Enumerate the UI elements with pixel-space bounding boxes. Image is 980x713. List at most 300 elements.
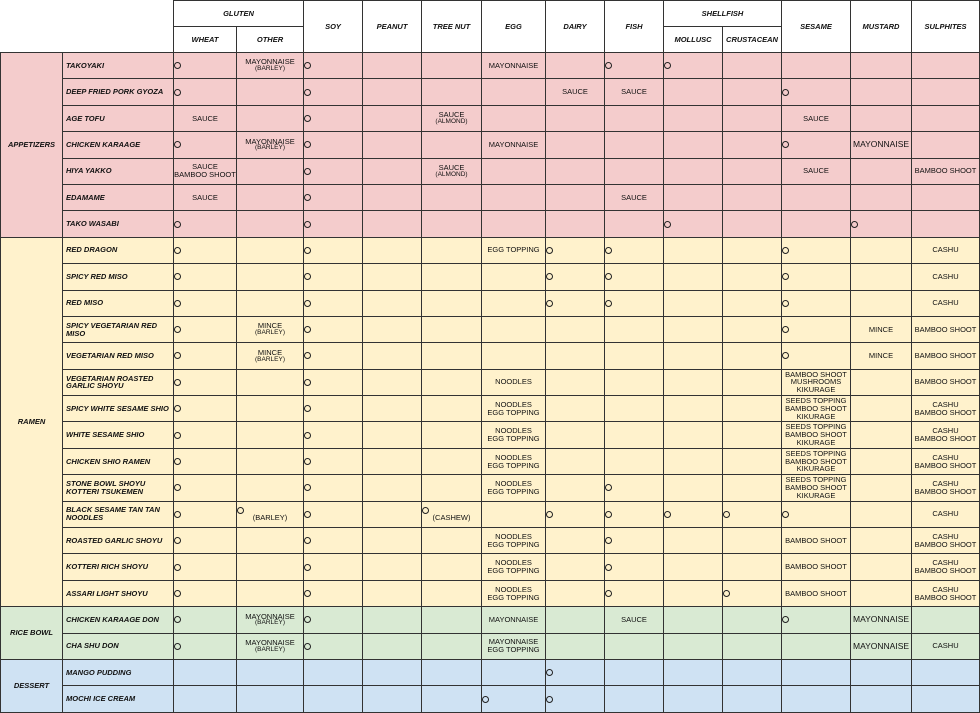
cell-crustacean: [723, 448, 782, 474]
cell-other: [237, 580, 304, 606]
cell-other: [237, 422, 304, 448]
cell-crustacean: [723, 264, 782, 290]
allergen-present-icon: [304, 590, 362, 597]
cell-fish: [605, 554, 664, 580]
allergen-present-icon: [304, 168, 362, 175]
header-wheat: WHEAT: [174, 27, 237, 53]
cell-sulphites: [912, 343, 980, 369]
cell-mustard: [851, 422, 912, 448]
cell-mustard: [851, 343, 912, 369]
allergen-present-icon: [782, 141, 850, 148]
circle-icon: [546, 696, 553, 703]
category-label: RICE BOWL: [1, 607, 63, 660]
table-row: [1, 211, 980, 237]
header-row-groups: [1, 1, 980, 27]
cell-dairy: [546, 633, 605, 659]
allergen-present-icon: [174, 379, 236, 386]
allergen-present-icon: [304, 300, 362, 307]
allergen-present-icon: [605, 511, 663, 518]
cell-text: EGG TOPPING: [487, 566, 540, 576]
cell-text: EGG TOPPING: [487, 407, 540, 417]
cell-dairy: [546, 79, 605, 105]
cell-egg: [482, 79, 546, 105]
cell-crustacean: [723, 53, 782, 79]
menu-item-name: RED DRAGON: [63, 237, 174, 263]
cell-other: [237, 237, 304, 263]
allergen-present-icon: [782, 273, 850, 280]
cell-peanut: [363, 475, 422, 501]
allergen-present-icon: [174, 89, 236, 96]
header-dairy: DAIRY: [546, 1, 605, 53]
cell-egg: [482, 607, 546, 633]
cell-soy: [304, 369, 363, 395]
cell-mollusc: [664, 158, 723, 184]
menu-item-name: RED MISO: [63, 290, 174, 316]
cell-crustacean: [723, 659, 782, 685]
menu-item-name: CHICKEN KARAAGE: [63, 132, 174, 158]
cell-sesame: [782, 264, 851, 290]
cell-other: [237, 501, 304, 527]
allergen-present-icon: [304, 484, 362, 491]
cell-sesame: [782, 659, 851, 685]
allergen-present-icon: [174, 221, 236, 228]
allergen-present-icon: [782, 300, 850, 307]
cell-mollusc: [664, 501, 723, 527]
cell-dairy: [546, 475, 605, 501]
circle-icon: [782, 89, 789, 96]
cell-text: BAMBOO SHOOT: [785, 456, 847, 466]
circle-icon: [304, 273, 311, 280]
circle-icon: [174, 511, 181, 518]
cell-fish: [605, 290, 664, 316]
cell-egg: [482, 158, 546, 184]
cell-fish: [605, 316, 664, 342]
cell-mollusc: [664, 633, 723, 659]
allergen-present-icon: [782, 89, 850, 96]
cell-sesame: [782, 316, 851, 342]
cell-sulphites: [912, 158, 980, 184]
cell-treenut: [422, 158, 482, 184]
cell-peanut: [363, 528, 422, 554]
cell-peanut: [363, 633, 422, 659]
cell-mollusc: [664, 343, 723, 369]
cell-sulphites: [912, 316, 980, 342]
cell-sesame: [782, 633, 851, 659]
menu-item-name: EDAMAME: [63, 184, 174, 210]
circle-icon: [304, 352, 311, 359]
allergen-present-icon: [304, 432, 362, 439]
cell-fish: [605, 580, 664, 606]
cell-other: [237, 211, 304, 237]
cell-crustacean: [723, 343, 782, 369]
table-row: [1, 528, 980, 554]
cell-text: BAMBOO SHOOT: [914, 566, 977, 576]
menu-item-name: AGE TOFU: [63, 105, 174, 131]
circle-icon: [304, 379, 311, 386]
cell-wheat: [174, 659, 237, 685]
cell-egg: [482, 237, 546, 263]
cell-egg: [482, 659, 546, 685]
allergen-present-icon: [304, 405, 362, 412]
cell-mustard: [851, 528, 912, 554]
allergen-present-icon: [304, 379, 362, 386]
cell-dairy: [546, 659, 605, 685]
circle-icon: [174, 141, 181, 148]
cell-fish: [605, 422, 664, 448]
cell-text: CASHU: [932, 399, 959, 409]
cell-crustacean: [723, 158, 782, 184]
circle-icon: [174, 484, 181, 491]
allergen-present-icon: [304, 352, 362, 359]
cell-soy: [304, 607, 363, 633]
cell-sulphites: [912, 53, 980, 79]
cell-sulphites: [912, 105, 980, 131]
cell-soy: [304, 396, 363, 422]
allergen-table-body: [1, 53, 980, 713]
cell-other: [237, 79, 304, 105]
cell-peanut: [363, 686, 422, 712]
cell-text: MAYONNAISE: [852, 640, 910, 651]
allergen-present-icon: [174, 352, 236, 359]
cell-treenut: [422, 369, 482, 395]
allergen-present-icon: [174, 432, 236, 439]
cell-treenut: [422, 659, 482, 685]
cell-text: CASHU: [932, 271, 959, 281]
cell-dairy: [546, 607, 605, 633]
cell-mollusc: [664, 79, 723, 105]
cell-peanut: [363, 369, 422, 395]
cell-sulphites: [912, 264, 980, 290]
cell-mustard: [851, 132, 912, 158]
cell-mustard: [851, 158, 912, 184]
category-label: DESSERT: [1, 659, 63, 712]
circle-icon: [174, 300, 181, 307]
allergen-present-icon: [174, 511, 236, 518]
cell-text: EGG TOPPING: [487, 592, 540, 602]
cell-text: CASHU: [932, 641, 959, 651]
cell-treenut: [422, 105, 482, 131]
cell-crustacean: [723, 237, 782, 263]
circle-icon: [304, 115, 311, 122]
circle-icon: [723, 590, 730, 597]
cell-text: KIKURAGE: [796, 385, 836, 395]
allergen-present-icon: [723, 511, 781, 518]
cell-wheat: [174, 686, 237, 712]
circle-icon: [605, 511, 612, 518]
cell-text: BAMBOO SHOOT: [914, 434, 977, 444]
cell-mollusc: [664, 369, 723, 395]
cell-mollusc: [664, 264, 723, 290]
cell-dairy: [546, 264, 605, 290]
cell-mollusc: [664, 448, 723, 474]
circle-icon: [304, 537, 311, 544]
cell-treenut: [422, 184, 482, 210]
cell-peanut: [363, 501, 422, 527]
cell-fish: [605, 607, 664, 633]
cell-text: SAUCE: [192, 162, 218, 172]
cell-text: (BARLEY): [255, 645, 285, 653]
cell-wheat: [174, 554, 237, 580]
circle-icon: [304, 194, 311, 201]
cell-other: [237, 659, 304, 685]
cell-dairy: [546, 343, 605, 369]
cell-wheat: [174, 79, 237, 105]
cell-peanut: [363, 396, 422, 422]
circle-icon: [304, 432, 311, 439]
allergen-present-icon: [304, 141, 362, 148]
cell-treenut: [422, 633, 482, 659]
cell-sulphites: [912, 659, 980, 685]
cell-crustacean: [723, 475, 782, 501]
cell-treenut: [422, 343, 482, 369]
allergen-present-icon: [782, 616, 850, 623]
cell-peanut: [363, 158, 422, 184]
cell-egg: [482, 343, 546, 369]
menu-item-name: DEEP FRIED PORK GYOZA: [63, 79, 174, 105]
circle-icon: [174, 247, 181, 254]
cell-crustacean: [723, 79, 782, 105]
circle-icon: [174, 89, 181, 96]
header-shellfish: SHELLFISH: [664, 1, 782, 27]
cell-text: BAMBOO SHOOT: [914, 407, 977, 417]
cell-peanut: [363, 422, 422, 448]
cell-mustard: [851, 105, 912, 131]
cell-treenut: [422, 580, 482, 606]
cell-soy: [304, 501, 363, 527]
allergen-present-icon: [304, 115, 362, 122]
cell-dairy: [546, 290, 605, 316]
cell-fish: [605, 369, 664, 395]
cell-other: [237, 53, 304, 79]
cell-text: (BARLEY): [255, 144, 285, 152]
cell-mustard: [851, 369, 912, 395]
circle-icon: [782, 273, 789, 280]
allergen-present-icon: [546, 273, 604, 280]
cell-text: BAMBOO SHOOT: [785, 588, 847, 598]
cell-treenut: [422, 528, 482, 554]
allergen-present-icon: [174, 273, 236, 280]
cell-fish: [605, 633, 664, 659]
cell-text: EGG TOPPING: [487, 539, 540, 549]
cell-fish: [605, 53, 664, 79]
cell-dairy: [546, 501, 605, 527]
cell-other: [237, 528, 304, 554]
cell-wheat: [174, 396, 237, 422]
cell-text: SAUCE: [192, 113, 218, 123]
circle-icon: [664, 221, 671, 228]
cell-text: MAYONNAISE: [488, 139, 539, 149]
cell-mustard: [851, 501, 912, 527]
cell-text: CASHU: [932, 558, 959, 568]
cell-wheat: [174, 580, 237, 606]
cell-other: [237, 264, 304, 290]
circle-icon: [605, 62, 612, 69]
cell-dairy: [546, 184, 605, 210]
cell-soy: [304, 475, 363, 501]
cell-egg: [482, 448, 546, 474]
cell-text: BAMBOO SHOOT: [914, 351, 977, 361]
cell-fish: [605, 343, 664, 369]
cell-text: BAMBOO SHOOT: [785, 535, 847, 545]
cell-text: CASHU: [932, 452, 959, 462]
circle-icon: [304, 484, 311, 491]
table-row: [1, 686, 980, 712]
allergen-present-icon: [782, 247, 850, 254]
cell-wheat: [174, 158, 237, 184]
allergen-present-icon: [605, 273, 663, 280]
header-blank-corner: [1, 1, 174, 53]
circle-icon: [782, 141, 789, 148]
cell-egg: [482, 211, 546, 237]
cell-fish: [605, 184, 664, 210]
menu-item-name: VEGETARIAN RED MISO: [63, 343, 174, 369]
table-row: [1, 105, 980, 131]
circle-icon: [422, 507, 429, 514]
cell-soy: [304, 237, 363, 263]
allergen-present-icon: [605, 247, 663, 254]
allergen-present-icon: [546, 696, 604, 703]
table-row: [1, 475, 980, 501]
menu-item-name: HIYA YAKKO: [63, 158, 174, 184]
cell-text: SAUCE: [192, 192, 218, 202]
cell-crustacean: [723, 501, 782, 527]
cell-fish: [605, 501, 664, 527]
cell-sulphites: [912, 448, 980, 474]
cell-mustard: [851, 659, 912, 685]
cell-peanut: [363, 448, 422, 474]
cell-treenut: [422, 501, 482, 527]
circle-icon: [174, 616, 181, 623]
cell-sulphites: [912, 528, 980, 554]
cell-peanut: [363, 184, 422, 210]
allergen-present-icon: [304, 62, 362, 69]
cell-treenut: [422, 53, 482, 79]
cell-mustard: [851, 396, 912, 422]
allergen-present-icon: [304, 564, 362, 571]
circle-icon: [605, 247, 612, 254]
cell-text: BAMBOO SHOOT: [914, 486, 977, 496]
cell-text: EGG TOPPING: [487, 434, 540, 444]
cell-text: SAUCE: [621, 192, 647, 202]
circle-icon: [174, 405, 181, 412]
cell-sesame: [782, 501, 851, 527]
table-row: [1, 607, 980, 633]
cell-egg: [482, 184, 546, 210]
cell-soy: [304, 343, 363, 369]
menu-item-name: SPICY WHITE SESAME SHIO: [63, 396, 174, 422]
cell-soy: [304, 316, 363, 342]
cell-dairy: [546, 528, 605, 554]
cell-sesame: [782, 528, 851, 554]
cell-text: BAMBOO SHOOT: [785, 562, 847, 572]
cell-text: BAMBOO SHOOT: [785, 403, 847, 413]
cell-crustacean: [723, 316, 782, 342]
cell-crustacean: [723, 607, 782, 633]
cell-mollusc: [664, 659, 723, 685]
cell-mustard: [851, 607, 912, 633]
circle-icon: [546, 669, 553, 676]
cell-text: SAUCE: [803, 166, 829, 176]
allergen-present-icon: [174, 300, 236, 307]
circle-icon: [851, 221, 858, 228]
cell-fish: [605, 158, 664, 184]
cell-text: MAYONNAISE: [488, 614, 539, 624]
cell-treenut: [422, 396, 482, 422]
cell-mollusc: [664, 475, 723, 501]
header-sulphites: SULPHITES: [912, 1, 980, 53]
circle-icon: [174, 326, 181, 333]
cell-fish: [605, 659, 664, 685]
cell-fish: [605, 475, 664, 501]
cell-text: BAMBOO SHOOT: [914, 539, 977, 549]
allergen-present-icon: [304, 643, 362, 650]
cell-soy: [304, 290, 363, 316]
cell-text: MAYONNAISE: [245, 637, 295, 647]
cell-other: [237, 105, 304, 131]
cell-soy: [304, 448, 363, 474]
cell-mollusc: [664, 132, 723, 158]
cell-wheat: [174, 237, 237, 263]
cell-mustard: [851, 290, 912, 316]
cell-soy: [304, 105, 363, 131]
cell-treenut: [422, 211, 482, 237]
circle-icon: [304, 458, 311, 465]
cell-text: CASHU: [932, 584, 959, 594]
cell-text: BAMBOO SHOOT: [914, 377, 977, 387]
cell-text: KIKURAGE: [796, 464, 836, 474]
cell-sulphites: [912, 211, 980, 237]
table-row: [1, 633, 980, 659]
cell-fish: [605, 237, 664, 263]
allergen-present-icon: [304, 247, 362, 254]
circle-icon: [174, 352, 181, 359]
circle-icon: [304, 247, 311, 254]
cell-sesame: [782, 53, 851, 79]
cell-dairy: [546, 422, 605, 448]
cell-text: NOODLES: [495, 479, 532, 489]
cell-sulphites: [912, 237, 980, 263]
menu-item-name: CHICKEN KARAAGE DON: [63, 607, 174, 633]
allergen-present-icon: [664, 62, 722, 69]
cell-text: BAMBOO SHOOT: [174, 170, 236, 180]
cell-sesame: [782, 396, 851, 422]
cell-text: BAMBOO SHOOT: [914, 166, 977, 176]
cell-mustard: [851, 53, 912, 79]
allergen-present-icon: [304, 273, 362, 280]
cell-text: MAYONNAISE: [245, 136, 295, 146]
cell-sesame: [782, 79, 851, 105]
cell-soy: [304, 184, 363, 210]
circle-icon: [304, 326, 311, 333]
cell-sulphites: [912, 501, 980, 527]
allergen-present-icon: [664, 221, 722, 228]
cell-mollusc: [664, 105, 723, 131]
cell-egg: [482, 105, 546, 131]
cell-sesame: [782, 580, 851, 606]
cell-dairy: [546, 554, 605, 580]
menu-item-name: SPICY RED MISO: [63, 264, 174, 290]
allergen-present-icon: [174, 62, 236, 69]
cell-text: (ALMOND): [435, 170, 468, 178]
menu-item-name: CHICKEN SHIO RAMEN: [63, 448, 174, 474]
cell-crustacean: [723, 554, 782, 580]
menu-item-name: MOCHI ICE CREAM: [63, 686, 174, 712]
allergen-present-icon: [174, 247, 236, 254]
cell-peanut: [363, 211, 422, 237]
table-row: [1, 316, 980, 342]
cell-wheat: [174, 105, 237, 131]
circle-icon: [782, 616, 789, 623]
